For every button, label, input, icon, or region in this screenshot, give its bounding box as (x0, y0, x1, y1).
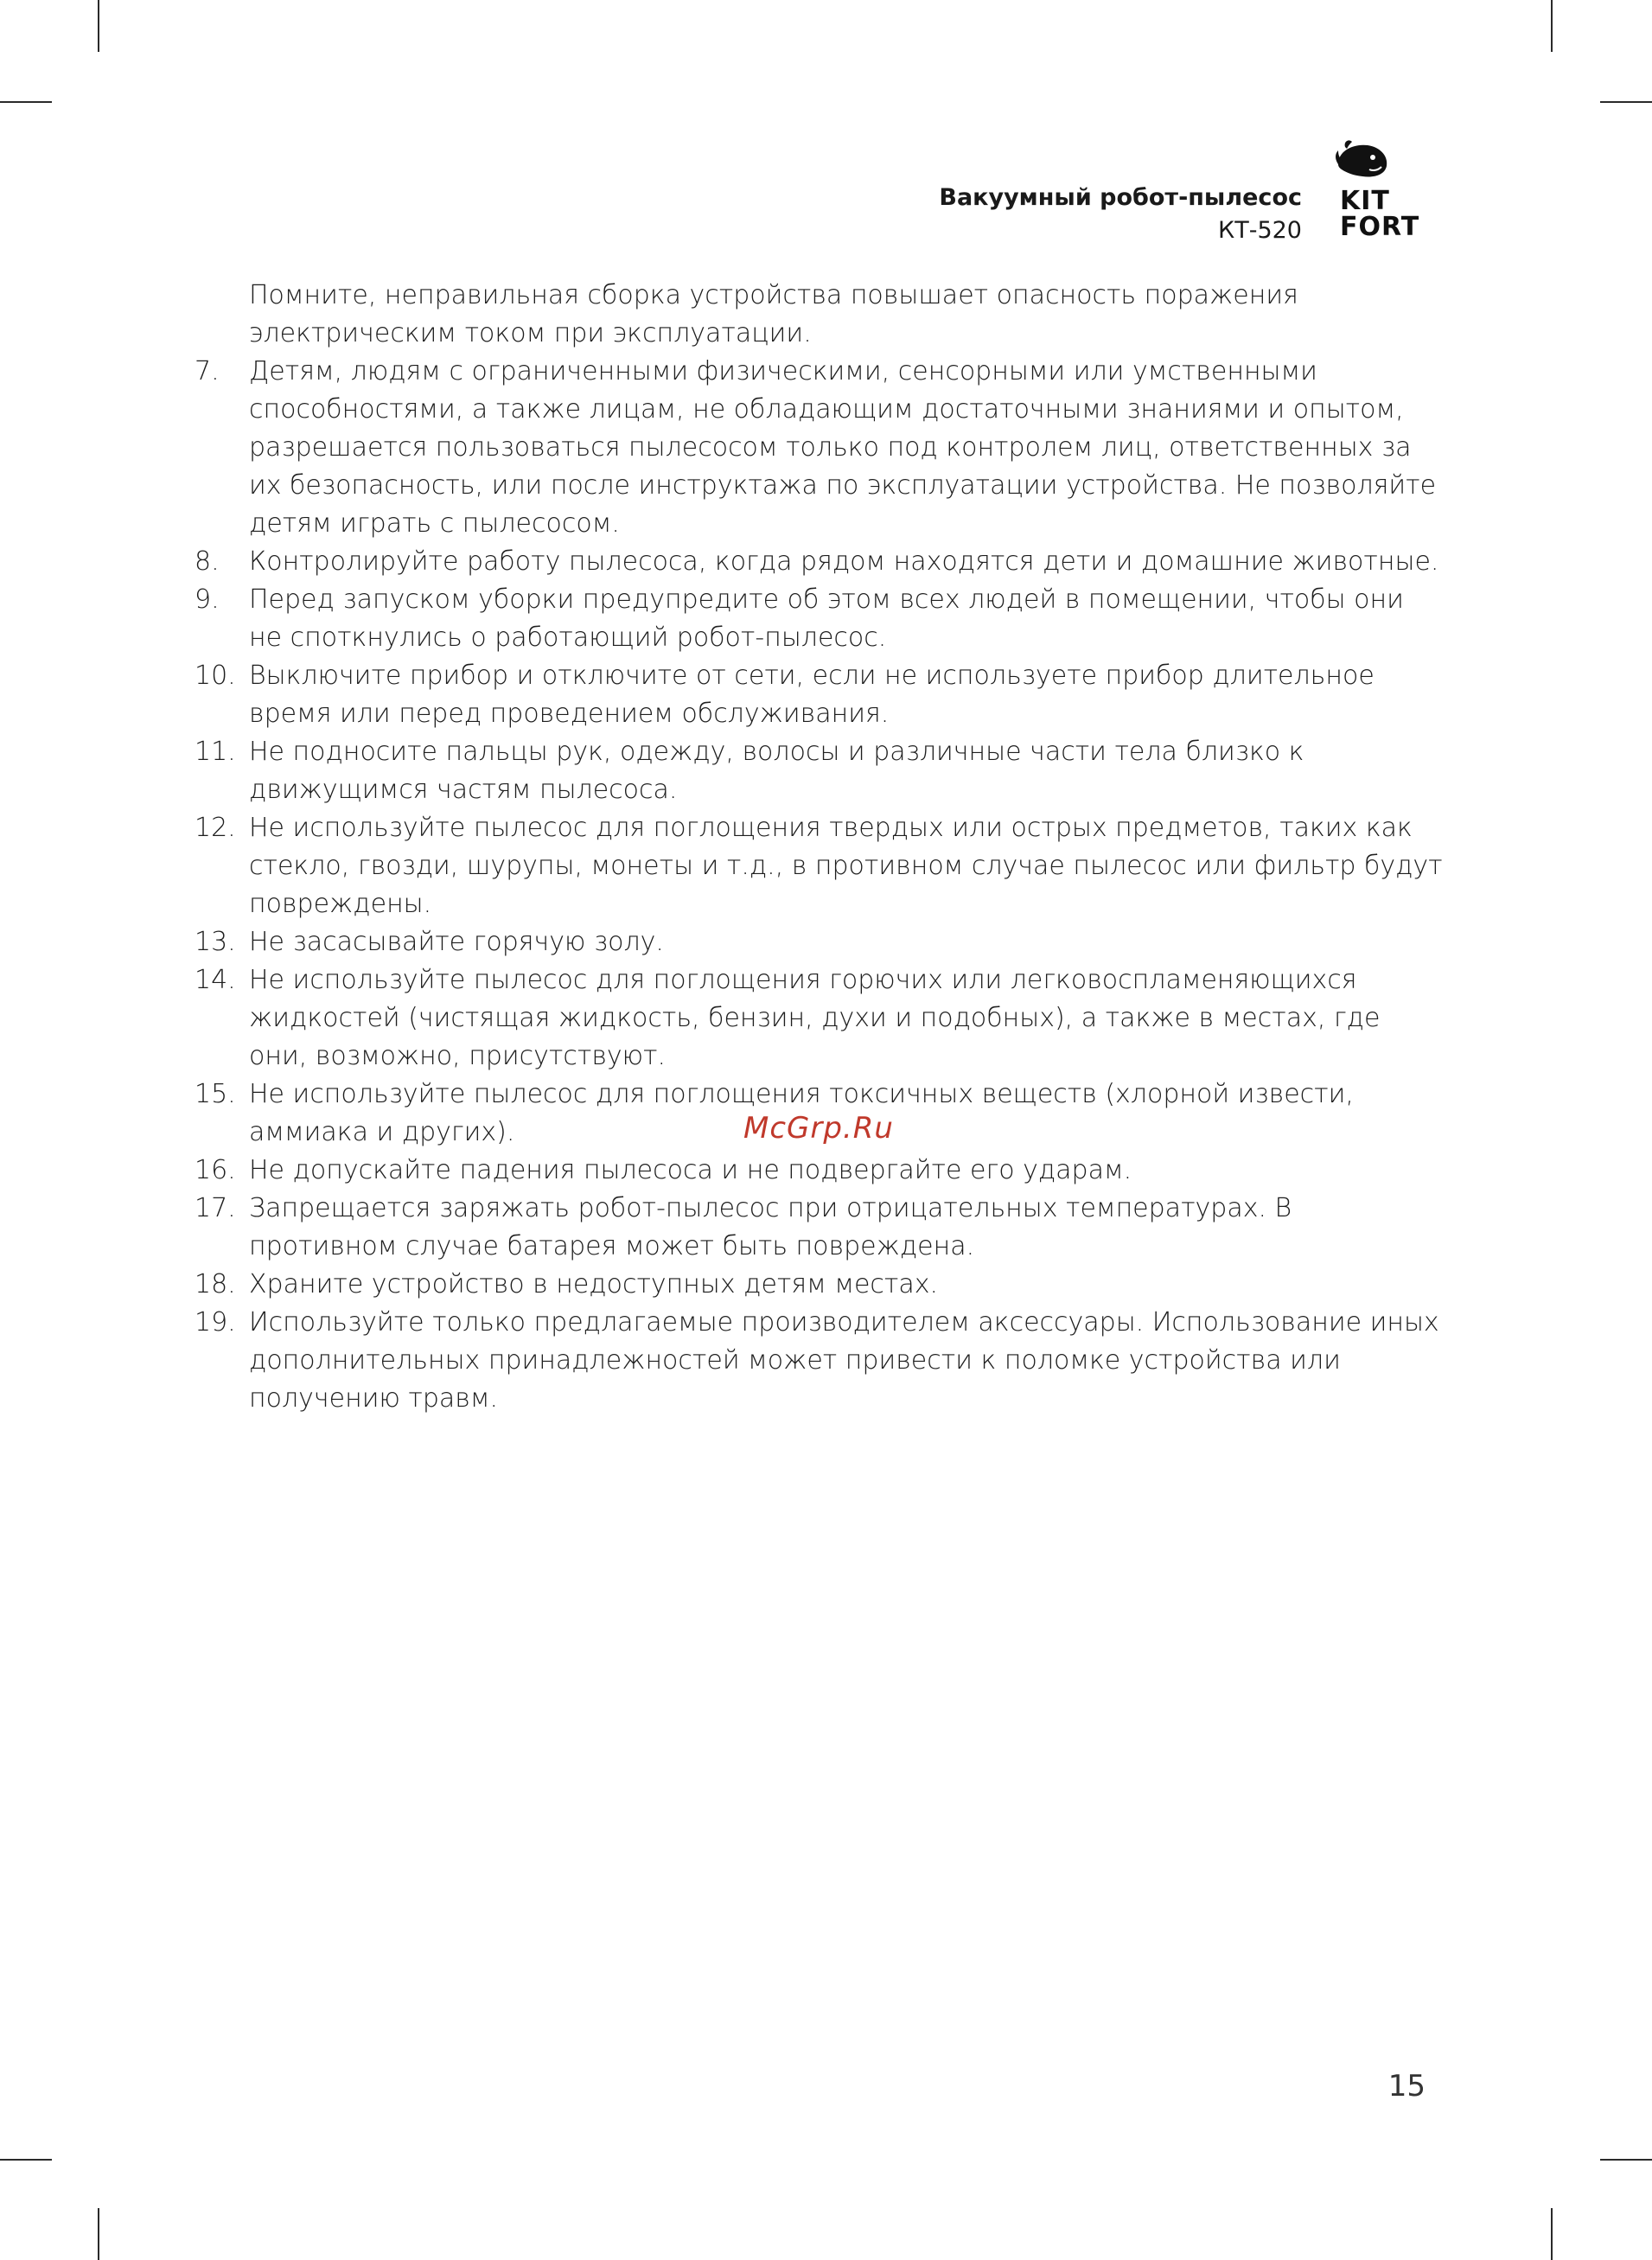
list-item (195, 961, 1444, 1076)
item-text: Запрещается заряжать робот-пылесос при отрицательных температурах. В противном случае батарея может быть повреждена. (249, 1193, 1292, 1261)
watermark: McGrp.Ru (743, 1111, 894, 1146)
list-item (195, 543, 1444, 581)
brand-logo (1333, 138, 1437, 246)
list-item (195, 923, 1444, 961)
crop-mark (1600, 101, 1652, 103)
document-title: Вакуумный робот-пылесос (939, 184, 1302, 211)
item-text: Детям, людям с ограниченными физическими, сенсорными или умственными способностями, а также лицам, не обладающим достаточными знаниями и опытом, разрешается пользоваться пылесосом только под контролем лиц, ответственных за их безопасность, или после инструктажа по эксплуатации устройства. Не позволяйте детям играть с пылесосом. (249, 356, 1437, 539)
item-text: Используйте только предлагаемые производителем аксессуары. Использование иных дополнительных принадлежностей может привести к поломке устройства или получению травм. (249, 1307, 1439, 1414)
crop-mark (0, 2159, 52, 2161)
item-text: Не используйте пылесос для поглощения горючих или легковоспламеняющихся жидкостей (чистящая жидкость, бензин, духи и подобных), а также в местах, где они, возможно, присутствуют. (249, 965, 1381, 1071)
list-item (195, 657, 1444, 733)
page-header (939, 182, 1302, 247)
model-number: КТ-520 (1218, 217, 1302, 244)
crop-mark (1551, 0, 1553, 52)
crop-mark (98, 2208, 99, 2260)
item-number: 19. (195, 1307, 236, 1337)
crop-mark (1600, 2159, 1652, 2161)
item-number: 14. (195, 965, 236, 995)
item-number: 7. (195, 356, 220, 386)
item-text: Не используйте пылесос для поглощения твердых или острых предметов, таких как стекло, гвозди, шурупы, монеты и т.д., в противном случае пылесос или фильтр будут повреждены. (249, 813, 1443, 919)
item-number: 17. (195, 1193, 236, 1223)
item-number: 12. (195, 813, 236, 843)
item-text: Не допускайте падения пылесоса и не подвергайте его ударам. (249, 1155, 1132, 1185)
crop-mark (98, 0, 99, 52)
item-number: 8. (195, 546, 220, 577)
item-text: Перед запуском уборки предупредите об этом всех людей в помещении, чтобы они не споткнулись о работающий робот-пылесос. (249, 584, 1404, 653)
item-text: Выключите прибор и отключите от сети, если не используете прибор длительное время или перед проведением обслуживания. (249, 661, 1375, 729)
item-text: Контролируйте работу пылесоса, когда рядом находятся дети и домашние животные. (249, 546, 1439, 577)
item-number: 11. (195, 737, 236, 767)
list-item (195, 733, 1444, 809)
page-number: 15 (1387, 2069, 1426, 2104)
item-number: 18. (195, 1269, 236, 1299)
item-text: Не засасывайте горячую золу. (249, 927, 664, 957)
brand-name: KIT FORT (1340, 186, 1420, 242)
crop-mark (1551, 2208, 1553, 2260)
item-text: Не используйте пылесос для поглощения токсичных веществ (хлорной извести, аммиака и других). (249, 1079, 1354, 1147)
list-item (195, 1190, 1444, 1266)
list-item (195, 1266, 1444, 1304)
list-item (195, 809, 1444, 923)
item-number: 15. (195, 1079, 236, 1109)
item-number: 9. (195, 584, 220, 615)
safety-instructions (195, 277, 1444, 1418)
intro-paragraph: Помните, неправильная сборка устройства повышает опасность поражения электрическим током при эксплуатации. (249, 280, 1298, 348)
item-text: Храните устройство в недоступных детям местах. (249, 1269, 939, 1299)
list-item (195, 1304, 1444, 1418)
list-item (195, 1152, 1444, 1190)
item-number: 16. (195, 1155, 236, 1185)
list-item (195, 353, 1444, 543)
item-number: 13. (195, 927, 236, 957)
crop-mark (0, 101, 52, 103)
item-text: Не подносите пальцы рук, одежду, волосы и различные части тела близко к движущимся частям пылесоса. (249, 737, 1304, 805)
whale-icon (1333, 138, 1392, 183)
list-item (195, 581, 1444, 657)
item-number: 10. (195, 661, 236, 691)
